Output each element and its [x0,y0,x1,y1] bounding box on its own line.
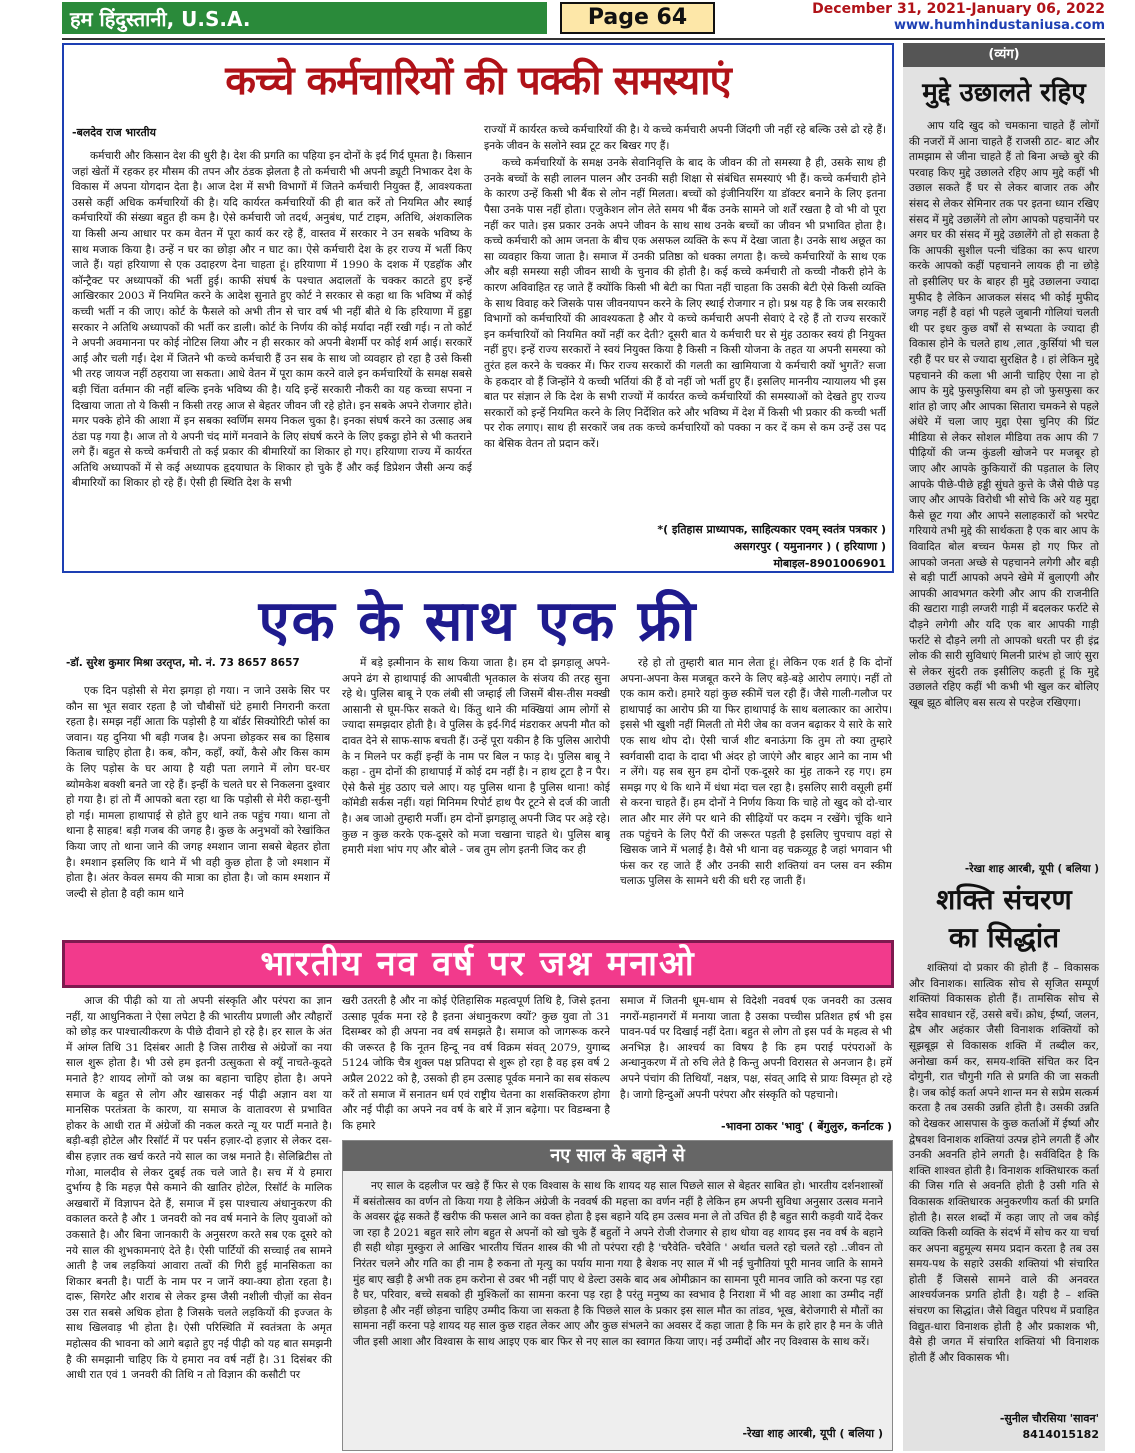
author-designation: *( इतिहास प्राध्यापक, साहित्यकार एवम् स्वतंत्र पत्रकार ) [657,523,886,536]
article-column [72,149,472,569]
sidebar-column [903,43,1105,1451]
article-column [353,1179,883,1419]
article-paragraph: नए साल के दहलीज पर खड़े हैं फिर से एक विश्वास के साथ कि शायद यह साल पिछले साल से बेहतर साबित हो। भारतीय दर्शनशास्त्रों में बसंतोत्सव का वर्णन तो किया गया है लेकिन अंग्रेजी के नववर्ष की महत्ता का वर्णन नहीं है लेकिन हम अपनी सुविधा अनुसार उत्सव मनाने के अवसर ढूंढ़ सकते हैं खरीफ की फसल आने का वक्त होता है इस बहाने यदि हम उत्सव मना ले तो उचित ही है बहुत सारी कड़वी यादें देकर जा रहा है 2021 बहुत सारे लोग बहुत से अपनों को खो चुके हैं बहुतों ने अपने रोजी रोजगार से हाथ धोया वह शायद इस नव वर्ष के बहाने ही सही थोड़ा मुस्कुरा ले आखिर भारतीय चिंतन शास्त्र की भी तो परंपरा रही है 'चरैवेति- चरैवेति ' अर्थात चलते रहो चलते रहो ..जीवन तो निरंतर चलने और गति का ही नाम है रुकना तो मृत्यु का पर्याय माना गया है बेशक नए साल में भी नई चुनौतियां पूरी मानव जाति के सामने मुंह बाए खड़ी है अभी तक हम करोना से उबर भी नहीं पाए थे डेल्टा उसके बाद अब ओमीक्रान का सामना पूरी मानव जाति को करना पड़ रहा है घर, परिवार, बच्चे सबको ही मुश्किलों का सामना करना पड़ रहा है परंतु मनुष्य का स्वभाव है निराशा में भी वह आशा का उम्मीद नहीं छोड़ता है और नहीं छोड़ना चाहिए उम्मीद किया जा सकता है कि पिछले साल के प्रकार इस साल मौत का तांडव, भूख, बेरोजगारी से मौतों का सामना नहीं करना पड़े शायद यह साल कुछ राहत लेकर आए और कुछ संभलने का अवसर दें कहा जाता है कि मन के हारे हार है मन के जीते जीत इसी आशा और विश्वास के साथ आइए एक बार फिर से नए साल का स्वागत किया जाए। नई उम्मीदों और नए विश्वास के साथ करें। [353,1180,883,1348]
author-name: -सुनील चौरसिया 'सावन' [999,1412,1099,1425]
website-link[interactable]: www.humhindustaniusa.com [893,18,1105,33]
article-column [620,656,892,932]
article-paragraph: राज्यों में कार्यरत कच्चे कर्मचारियों की है। ये कच्चे कर्मचारी अपनी जिंदगी जी नहीं रहे बल्कि उसे ढो रहे हैं। इनके जीवन के सलोने स्वप्न टूट कर बिखर गए हैं। [484,124,886,152]
page-number: Page 64 [560,2,715,34]
article-paragraph: एक दिन पड़ोसी से मेरा झगड़ा हो गया। न जाने उसके सिर पर कौन सा भूत सवार रहता है जो चौबीसों घंटे हमारी निगरानी करता रहता है। समझ नहीं आता कि पड़ोसी है या बॉर्डर सिक्योरिटी फोर्स का जवान। यह दुनिया भी बड़ी गजब है। अपना छोड़कर सब का हिसाब किताब चाहिए होता है। कब, कौन, कहाँ, क्यों, कैसे और किस काम के लिए पड़ोस के घर आया है यही पता लगाने में लोग घर-घर ब्योमकेश बक्शी बनते जा रहे हैं। इन्हीं के चलते घर से निकलना दुश्वार हो गया है। हां तो मैं आपको बता रहा था कि पड़ोसी से मेरी कहा-सुनी हो गई। मामला हाथापाई से होते हुए थाने तक पहुंच गया। थाना तो थाना है साहब! बड़ी गजब की जगह है। कुछ के अनुभवों को रेखांकित किया जाए तो थाना जाने की जगह श्मशान जाना सबसे बेहतर होता है। श्मशान इसलिए कि थाने में भी वही कुछ होता है जो श्मशान में होता है। अंतर केवल समय की मात्रा का होता है। जो काम श्मशान में जल्दी से होता है वही काम थाने [66,685,330,900]
sidebar-article-body [909,961,1099,1407]
article-column [484,123,886,521]
article-headline: नए साल के बहाने से [343,1141,892,1171]
article-paragraph: खरी उतरती है और ना कोई ऐतिहासिक महत्वपूर्ण तिथि है, जिसे इतना उत्साह पूर्वक मना रहे है इतना अंधानुकरण क्यों? कुछ युवा तो 31 दिसम्बर को ही अपना नव वर्ष समझते है। समाज को जागरूक करने की जरूरत है कि नूतन हिन्दू नव वर्ष विक्रम संवत् 2079, युगाब्द 5124 जोकि चैत्र शुक्ल पक्ष प्रतिपदा से शुरू हो रहा है वह इस वर्ष 2 अप्रैल 2022 को है, उसको ही हम उत्साह पूर्वक मनाने का सब संकल्प करें तो समाज में सनातन धर्म एवं राष्ट्रीय चेतना का शसक्तिकरण होगा और नई पीढ़ी का अपने नव वर्ष के बारे में ज्ञान बढ़ेगा। पर विडम्बना है कि हमारे [342,995,610,1132]
sidebar-headline: का सिद्धांत [948,921,1060,954]
article-paragraph: कच्चे कर्मचारियों के समक्ष उनके सेवानिवृत्ति के बाद के जीवन की तो समस्या है ही, उसके साथ ही उनके बच्चों के सही लालन पालन और उनकी सही शिक्षा से संबंधित समस्याएं भी हैं। कच्चे कर्मचारी होने के कारण उन्हें किसी भी बैंक से लोन नहीं मिलता। बच्चों को इंजीनियरिंग या डॉक्टर बनाने के लिए इतना पैसा उनके पास नहीं होता। एजुकेशन लोन लेते समय भी बैंक उनके सामने जो शर्तें रखता है वो भी वो पूरा नहीं कर पाते। इस प्रकार उनके अपने जीवन के साथ साथ उनके बच्चों का जीवन भी प्रभावित होता है। कच्चे कर्मचारी को आम जनता के बीच एक असफल व्यक्ति के रूप में देखा जाता है। उनके साथ अछूत का सा व्यवहार किया जाता है। समाज में उनकी प्रतिष्ठा को धक्का लगता है। कच्चे कर्मचारियों के साथ एक और बड़ी समस्या सही जीवन साथी के चुनाव की होती है। कई कच्चे कर्मचारी तो कच्ची नौकरी होने के कारण अविवाहित रह जाते हैं क्योंकि किसी भी बेटी का पिता नहीं चाहता कि उसकी बेटी ऐसे किसी व्यक्ति के साथ विवाह करे जिसके पास जीवनयापन करने के लिए स्थाई रोजगार न हो। प्रश्न यह है कि जब सरकारी विभागों को कर्मचारियों की आवश्यकता है और ये कच्चे कर्मचारी अपनी सेवाएं दे रहे हैं तो राज्य सरकारें इन कर्मचारियों को नियमित क्यों नहीं कर देती? दूसरी बात ये कर्मचारी घर से मुंह उठाकर स्वयं ही नियुक्त नहीं हुए। इन्हें राज्य सरकारों ने स्वयं नियुक्त किया है किसी न किसी योजना के तहत या अपनी समस्या को तुरंत हल करने के चक्कर में। फिर राज्य सरकारों की गलती का खामियाजा ये कर्मचारी क्यों भुगतें? सजा के हकदार वो हैं जिन्होंने ये कच्ची भर्तियां की हैं वो नहीं जो भर्ती हुए हैं। इसलिए माननीय न्यायालय भी इस बात पर संज्ञान ले कि देश के सभी राज्यों में कार्यरत कच्चे कर्मचारियों की समस्याओं को देखते हुए राज्य सरकारों को इन्हें नियमित करने के लिए निर्देशित करे और भविष्य में देश में किसी भी प्रकार की कच्ची भर्ती पर रोक लगाए। साथ ही सरकारें जब तक कच्चे कर्मचारियों को पक्का न कर दें कम से कम उन्हें उस पद का बेसिक वेतन तो प्रदान करें। [484,157,886,450]
article-author: -डॉ. सुरेश कुमार मिश्रा उरतृप्त, मो. नं. 73 8657 8657 [66,657,300,669]
author-credit: -रेखा शाह आरबी, यूपी ( बलिया ) [742,1427,883,1440]
issue-date: December 31, 2021-January 06, 2022 [812,1,1105,17]
article-paragraph: आज की पीढ़ी को या तो अपनी संस्कृति और परंपरा का ज्ञान नहीं, या आधुनिकता ने ऐसा लपेटा है की भारतीय प्रणाली और त्यौहारों को छोड़ कर पाश्चात्यीकरण के पीछे दीवाने हो रहे है। हर साल के अंत में आंग्ल तिथि 31 दिसंबर आती है जिस तारीख से अंग्रेजों का नया साल शुरू होता है। भी उसे हम इतनी उत्सुकता से क्यूँ नाचते-कूदते मनाते है? शायद लोगों को जश्न का बहाना चाहिए होता है। अपने समाज के बहुत से लोग और खासकर नई पीढ़ी अज्ञान वश या मानसिक परतंत्रता के कारण, या समाज के वातावरण से प्रभावित होकर के आधी रात में अंग्रेजों की नकल करते न्यू यर पार्टी मनाते है। बड़ी-बड़ी होटेल और रिसॉर्ट में पर पर्सन हज़ार-दो हज़ार से लेकर दस-बीस हज़ार तक खर्च करते नये साल का जश्न मनाते है। सेलिब्रिटीस तो गोआ, मालदीव से लेकर दुबई तक चले जाते है। सच में ये हमारा दुर्भाग्य है कि महज़ पैसे कमाने की खातिर होटेल, रिसॉर्ट के मालिक अखबारों में विज्ञापन देते हैं, समाज में इस पाश्चात्य अंधानुकरण की वकालत करते है और 1 जनवरी को नव वर्ष मनाने के लिए युवाओं को उकसाते है। और बिना जानकारी के अनुसरण करते सब एक दूसरे को नये साल की शुभकामनाएं देते है। ऐसी पार्टियों की सच्चाई तब सामने आती है जब लड़कियां आवारा तत्वों की गिरी हुई मानसिकता का शिकार बनती है। पार्टी के नाम पर न जानें क्या-क्या होता रहता है। दारू, सिगरेट और शराब से लेकर ड्रग्स जैसी नशीली चीज़ों का सेवन उस रात सबसे अधिक होता है जिसके चलते लड़कियों की इज्जत के साथ खिलवाड़ भी होता है। ऐसी परिस्थिति में स्वतंत्रता के अमृत महोत्सव की भावना को आगे बढ़ाते हुए नई पीढ़ी को यह बात समझनी है की समझानी चाहिए कि ये हमारा नव वर्ष नहीं है। 31 दिसंबर की आधी रात एवं 1 जनवरी की तिथि न तो विज्ञान की कसौटी पर [66,995,332,1382]
author-phone: 8414015182 [1022,1428,1099,1441]
article-paragraph: में बड़े इत्मीनान के साथ किया जाता है। हम दो झगड़ालू अपने-अपने ढंग से हाथापाई की आपबीती भृतकाल के संजय की तरह सुना रहे थे। पुलिस बाबू ने एक लंबी सी जम्हाई ली जिसमें बीस-तीस मक्खी आसानी से घूम-फिर सकते थे। किंतु थाने की मक्खियां आम लोगों से ज्यादा समझदार होती है। वे पुलिस के इर्द-गिर्द मंडराकर अपनी मौत को दावत देने से साफ-साफ बचती हैं। उन्हें पूरा यकीन है कि पुलिस आरोपी के न मिलने पर कहीं इन्हीं के नाम पर बिल न फाड़ दे। पुलिस बाबू ने कहा - तुम दोनों की हाथापाई में कोई दम नहीं है। न हाथ टूटा है न पैर। ऐसे कैसे मुंह उठाए चले आए। यह पुलिस थाना है पुलिस थाना! कोई कॉमेडी सर्कस नहीं। यहां मिनिमम रिपोर्ट हाथ पैर टूटने से दर्ज की जाती है। अब जाओ तुम्हारी मर्जी। हम दोनों झगड़ालू अपनी जिद पर अड़े रहे। कुछ न कुछ करके एक-दूसरे को मजा चखाना चाहते थे। पुलिस बाबू हमारी मंशा भांप गए और बोले - जब तुम लोग इतनी जिद कर ही [342,657,610,857]
author-location: असगरपुर ( यमुनानगर ) ( हरियाणा ) [733,540,886,553]
author-credit: -भावना ठाकर 'भावु' ( बेंगुलुरु, कर्नाटक ) [721,1120,892,1133]
article-column [66,994,332,1451]
article-headline-ek-ke-saath: एक के साथ एक फ्री [258,589,698,654]
article-paragraph: आप यदि खुद को चमकाना चाहते हैं लोगों की नजरों में आना चाहते हैं राजसी ठाट- बाट और तामझाम से जीना चाहते हैं तो बिना अच्छे बुरे की परवाह किए मुद्दे उछालते रहिए आप मुद्दे कहीं भी उछाल सकते हैं घर से लेकर बाजार तक और संसद से लेकर सेमिनार तक पर इतना ध्यान रखिए संसद में मुद्दे उछालेंगे तो लोग आपको पहचानेंगे पर अगर घर की संसद में मुद्दे उछालेंगे तो हो सकता है कि आपकी सुशील पत्नी चंडिका का रूप धारण करके आपको कहीं पहचानने लायक ही ना छोड़े तो इसीलिए घर के बाहर ही मुद्दे उछालना ज्यादा मुफीद है लेकिन आजकल संसद भी कोई मुफीद जगह नहीं है वहां भी पहले जुबानी गोलियां चलती थी पर इधर कुछ वर्षों से सभ्यता के ज्यादा ही विकास होने के चलते हाथ ,लात ,कुर्सियां भी चल रही हैं पर घर से ज्यादा सुरक्षित है । हां लेकिन मुद्दे पहचानने की कला भी आनी चाहिए ऐसा ना हो आप के मुद्दे फुसफुसिया बम हो जो फुसफुसा कर शांत हो जाए और आपका सितारा चमकने से पहले अंधेरे में चला जाए मुद्दा ऐसा चुनिए की प्रिंट मीडिया से लेकर सोशल मीडिया तक आप की 7 पीढ़ियों की जन्म कुंडली खोजने पर मजबूर हो जाए और आपके कुकियारों की पड़ताल के लिए आपके पीछे-पीछे हड्डी सुंघते कुत्ते के जैसे पीछे पड़ जाए और आपके विरोधी भी सोचे कि अरे यह मुद्दा कैसे छूट गया और आपने सलाहकारों को भरपेट गरियाये तभी मुद्दे की सार्थकता है एक बार आप के विवादित बोल बच्चन फेमस हो गए फिर तो आपको जनता अच्छे से पहचानने लगेगी और बड़ी से बड़ी पार्टी आपको अपने खेमे में बुलाएगी और आपकी आवभगत करेगी और आप की राजनीति की खटारा गाड़ी लग्जरी गाड़ी में बदलकर फर्राटे से दौड़ने लगेगी और यदि एक बार आपकी गाड़ी फर्राटे से दौड़ने लगी तो आपको धरती पर ही इंद्र लोक की सारी सुविधाएं मिलनी प्रारंभ हो जाएं सुरा से लेकर सुंदरी तक इसीलिए कहती हूं कि मुद्दे उछालते रहिए कहीं भी कभी भी खुल कर बोलिए खूब झूठ बोलिए बस सत्य से परहेज रखिएगा। [909,120,1099,709]
article-headline-nav-varsh: भारतीय नव वर्ष पर जश्न मनाओ [260,944,696,984]
masthead [0,0,1135,38]
article-paragraph: शक्तियां दो प्रकार की होती हैं – विकासक और विनाशक। सात्विक सोच से सृजित सम्पूर्ण शक्तियां विकासक होती हैं। तामसिक सोच से सदैव सावधान रहें, उससे बचें। क्रोध, ईर्ष्या, जलन, द्वेष और अहंकार जैसी विनाशक शक्तियों को सूझबूझ से विकासक शक्ति में तब्दील कर, अनोखा कर्म कर, समय-शक्ति संचित कर दिन दोगुनी, रात चौगुनी गति से प्रगति की जा सकती है। जब कोई कर्ता अपने शान्त मन से सप्रेम सत्कर्म करता है तब उसकी उन्नति होती है। उसकी उन्नति को देखकर आसपास के कुछ कर्ताओं में ईर्ष्या और द्वेषवश विनाशक शक्तियां उत्पन्न होने लगती हैं और उनकी अवनति होने लगती है। सर्वविदित है कि शक्ति शाश्वत होती है। विनाशक शक्तिधारक कर्ता की जिस गति से अवनति होती है उसी गति से विकासक शक्तिधारक अनुकरणीय कर्ता की प्रगति होती है। सरल शब्दों में कहा जाए तो जब कोई व्यक्ति किसी व्यक्ति के संदर्भ में सोच कर या चर्चा कर अपना बहुमूल्य समय प्रदान करता है तब उस समय-पथ के सहारे उसकी शक्तियां भी संचारित होती हैं जिससे सामने वाले की अनवरत आश्चर्यजनक प्रगति होती है। यही है – शक्ति संचरण का सिद्धांत। जैसे विद्युत परिपथ में प्रवाहित विद्युत-धारा विनाशक होती है और प्रकाशक भी, वैसे ही जगत में संचारित शक्तियां भी विनाशक होती हैं और विकासक भी। [909,962,1099,1364]
section-tag: (व्यंग) [903,43,1105,67]
article-column [620,994,892,1118]
author-credit [484,521,886,572]
author-credit [909,1411,1099,1443]
article-column [66,684,330,932]
author-mobile: मोबाइल-8901006901 [773,557,886,570]
author-credit: -रेखा शाह आरबी, यूपी ( बलिया ) [964,863,1099,875]
sidebar-headline: शक्ति संचरण [936,883,1072,916]
sidebar-headline: मुद्दे उछालते रहिए [922,78,1086,108]
article-paragraph: रहे हो तो तुम्हारी बात मान लेता हूं। लेकिन एक शर्त है कि दोनों अपना-अपना केस मजबूत करने के लिए बड़े-बड़े आरोप लगाएं। नहीं तो एक काम करो। हमारे यहां कुछ स्कीमें चल रही हैं। जैसे गाली-गलौज पर हाथापाई का आरोप फ्री या फिर हाथापाई के साथ बलात्कार का आरोप। इससे भी खुशी नहीं मिलती तो मेरी जेब का वजन बढ़ाकर ये सारे के सारे एक साथ थोप दो। ऐसी चार्ज शीट बनाऊंगा कि तुम तो क्या तुम्हारे स्वर्गवासी दादा के दादा भी अंदर हो जाएंगे और बाहर आने का नाम भी न लेंगे। यह सब सुन हम दोनों एक-दूसरे का मुंह ताकने रह गए। हम समझ गए थे कि थाने में धंधा मंदा चल रहा है। इसलिए सारी वसूली हमीं से करना चाहते हैं। हम दोनों ने निर्णय किया कि चाहे तो खुद को दो-चार लात और मार लेंगे पर थाने की सीढ़ियों पर कदम न रखेंगे। चूंकि थाने तक पहुंचने के लिए पैरों की जरूरत पड़ती है इसलिए चुपचाप वहां से खिसक जाने में भलाई है। वैसे भी थाना वह चक्रव्यूह है जहां भगवान भी फंस कर रह जाते हैं और उनकी सारी शक्तियां वन प्लस वन स्कीम चलाऊ पुलिस के सामने धरी की धरी रह जाती हैं। [620,657,892,888]
article-paragraph: कर्मचारी और किसान देश की धुरी है। देश की प्रगति का पहिया इन दोनों के इर्द गिर्द घूमता है। किसान जहां खेतों में रहकर हर मौसम की तपन और ठंडक झेलता है तो कर्मचारी भी अपनी ड्यूटी निभाकर देश के विकास में अपना योगदान देता है। आज देश में सभी विभागों में जितने कर्मचारी नियुक्त हैं, आवश्यकता उससे कहीं अधिक कर्मचारियों की है। यदि कार्यरत कर्मचारियों की ही बात करें तो नियमित और स्थाई कर्मचारियों की संख्या बहुत ही कम है। ऐसे कर्मचारी जो तदर्थ, अनुबंध, पार्ट टाइम, अतिथि, अंशकालिक या किसी अन्य आधार पर कम वेतन में पूरा कार्य कर रहे हैं, वास्तव में सरकार ने उन सबके भविष्य के साथ मजाक किया है। उन्हें न घर का छोड़ा और न घाट का। ऐसे कर्मचारी देश के हर राज्य में भर्ती किए जाते हैं। यहां हरियाणा से एक उदाहरण देना चाहता हूं। हरियाणा में 1990 के दशक में एडहॉक और कॉन्ट्रैक्ट पर अध्यापकों की भर्ती हुई। काफी संघर्ष के पश्चात अदालतों के चक्कर काटते हुए इन्हें आखिरकार 2003 में नियमित करने के आदेश सुनाते हुए कोर्ट ने सरकार से कहा था कि भविष्य में कोई कच्ची भर्ती न की जाए। कोर्ट के फैसले को अभी तीन से चार वर्ष भी नहीं बीते थे कि हरियाणा में हुड्डा सरकार ने अतिथि अध्यापकों की भर्ती कर डाली। कोर्ट के निर्णय की कोई मर्यादा नहीं रखी गई। न तो कोर्ट ने अपनी अवमानना पर कोई नोटिस लिया और न ही सरकार को अपनी बेशर्मी पर कोई शर्म आई। सरकारें आईं और चली गईं। देश में जितने भी कच्चे कर्मचारी हैं उन सब के साथ जो व्यवहार हो रहा है उसे किसी भी तरह जायज नहीं ठहराया जा सकता। आधे वेतन में पूरा काम करने वाले इन कर्मचारियों के समक्ष सबसे बड़ी चिंता वर्तमान की नहीं बल्कि इनके भविष्य की है। यदि इन्हें सरकारी नौकरी का यह कच्चा सपना न दिखाया जाता तो ये किसी न किसी तरह आज से बेहतर जीवन जी रहे होते। इन सबके अपने रोजगार होते। मगर पक्के होने की आशा में इन सबका स्वर्णिम समय निकल चुका है। इनका संघर्ष करने का उत्साह अब ठंडा पड़ गया है। आज तो ये अपनी चंद मांगें मनवाने के लिए संघर्ष करने के लिए इकट्ठा होने से भी कतराने लगे हैं। बहुत से कच्चे कर्मचारी तो कई प्रकार की बीमारियों का शिकार हो गए। हरियाणा राज्य में कार्यरत अतिथि अध्यापकों में से कई अध्यापक हृदयाघात के शिकार हो चुके हैं और कई डिप्रेशन जैसी अन्य कई बीमारियों का शिकार हो रहे हैं। ऐसी ही स्थिति देश के सभी [72,150,472,490]
article-box-naye-saal [342,1140,893,1451]
article-paragraph: समाज में जितनी धूम-धाम से विदेशी नववर्ष एक जनवरी का उत्सव नगरों-महानगरों में मनाया जाता है उसका पच्चीस प्रतिशत हर्ष भी इस पावन-पर्व पर दिखाई नहीं देता। बहुत से लोग तो इस पर्व के महत्व से भी अनभिज्ञ है। आश्चर्य का विषय है कि हम पराई परंपराओं के अन्धानुकरण में तो रुचि लेते है किन्तु अपनी विरासत से अनजान है। हमें अपने पंचांग की तिथियाँ, नक्षत्र, पक्ष, संवत् आदि से प्रायः विस्मृत हो रहे है। जागो हिन्दुओं अपनी परंपरा और संस्कृति को पहचानो। [620,995,892,1101]
article-column [342,656,610,932]
paper-name: हम हिंदुस्तानी, U.S.A. [62,2,547,34]
article-headline: कच्चे कर्मचारियों की पक्की समस्याएं [225,58,731,104]
article-kachche-karmachari [62,43,894,573]
masthead-divider [62,38,1105,40]
sidebar-article-body [909,119,1099,859]
article-author: -बलदेव राज भारतीय [72,126,157,139]
article-column [342,994,610,1134]
